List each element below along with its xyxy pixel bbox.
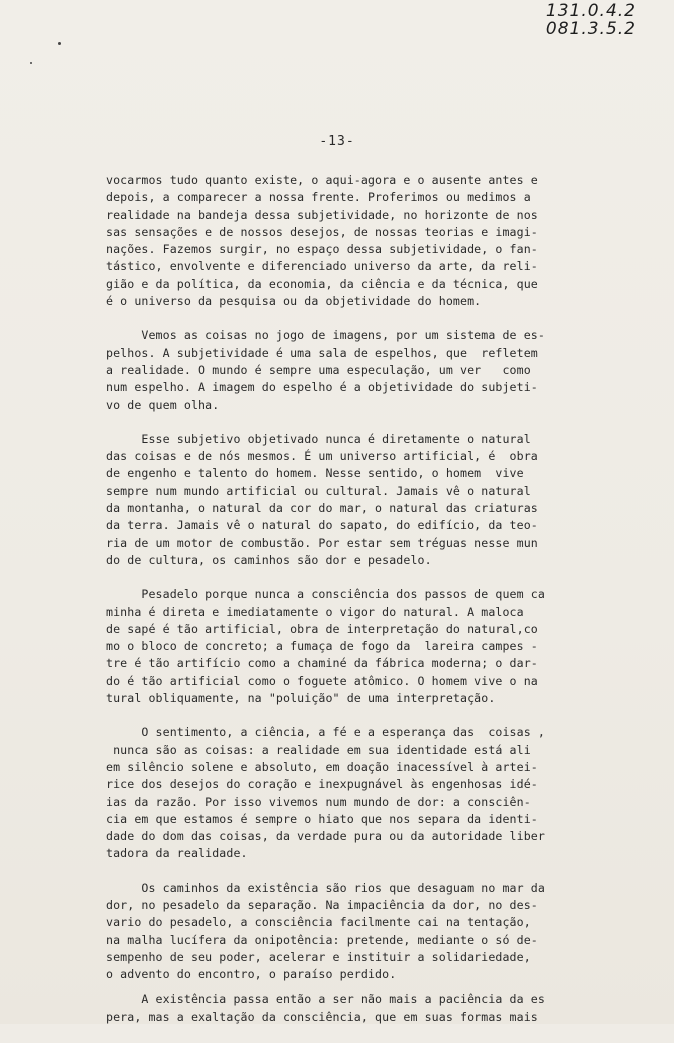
text-line: sempre num mundo artificial ou cultural. Jamais vê o natural bbox=[106, 483, 531, 498]
text-line: tástico, envolvente e diferenciado universo da arte, da reli- bbox=[106, 259, 538, 274]
text-line: da montanha, o natural da cor do mar, o natural das criaturas bbox=[106, 501, 538, 516]
text-line: gião e da política, da economia, da ciência e da técnica, que bbox=[106, 276, 538, 291]
text-line: dor, no pesadelo da separação. Na impaciência da dor, no des- bbox=[106, 897, 538, 912]
text-line: Pesadelo porque nunca a consciência dos passos de quem ca bbox=[106, 587, 545, 602]
archive-codes bbox=[546, 2, 636, 38]
paragraph bbox=[106, 431, 596, 569]
paragraph bbox=[106, 327, 596, 413]
text-line: O sentimento, a ciência, a fé e a esperança das coisas , bbox=[106, 725, 545, 740]
text-line: de engenho e talento do homem. Nesse sentido, o homem vive bbox=[106, 466, 524, 481]
text-line: em silêncio solene e absoluto, em doação inacessível à artei- bbox=[106, 759, 538, 774]
text-line: cia em que estamos é sempre o hiato que nos separa da identi- bbox=[106, 811, 538, 826]
text-line: vo de quem olha. bbox=[106, 397, 220, 412]
text-line: minha é direta e imediatamente o vigor do natural. A maloca bbox=[106, 604, 524, 619]
text-line: num espelho. A imagem do espelho é a objetividade do subjeti- bbox=[106, 380, 538, 395]
text-line: do de cultura, os caminhos são dor e pesadelo. bbox=[106, 552, 432, 567]
text-line: tadora da realidade. bbox=[106, 846, 248, 861]
text-line: sas sensações e de nossos desejos, de nossas teorias e imagi- bbox=[106, 224, 538, 239]
ink-speck bbox=[58, 42, 61, 45]
text-line: dade do dom das coisas, da verdade pura ou da autoridade liber bbox=[106, 829, 545, 844]
text-line: nações. Fazemos surgir, no espaço dessa subjetividade, o fan- bbox=[106, 242, 538, 257]
text-line: a realidade. O mundo é sempre uma especulação, um ver como bbox=[106, 362, 531, 377]
text-line: Esse subjetivo objetivado nunca é diretamente o natural bbox=[106, 431, 531, 446]
paragraph bbox=[106, 991, 596, 1026]
text-line: das coisas e de nós mesmos. É um universo artificial, é obra bbox=[106, 449, 538, 464]
page-number: -13- bbox=[319, 134, 355, 149]
text-line: Vemos as coisas no jogo de imagens, por um sistema de es- bbox=[106, 328, 545, 343]
paragraph bbox=[106, 724, 596, 862]
paragraph bbox=[106, 172, 596, 310]
text-line: pelhos. A subjetividade é uma sala de espelhos, que refletem bbox=[106, 345, 538, 360]
text-line: realidade na bandeja dessa subjetividade, no horizonte de nos bbox=[106, 207, 538, 222]
text-line: ria de um motor de combustão. Por estar sem tréguas nesse mun bbox=[106, 535, 538, 550]
text-line: rice dos desejos do coração e inexpugnável às engenhosas idé- bbox=[106, 777, 538, 792]
archive-code: 081.3.5.2 bbox=[545, 19, 636, 39]
text-line: nunca são as coisas: a realidade em sua identidade está ali bbox=[106, 742, 531, 757]
text-line: é o universo da pesquisa ou da objetividade do homem. bbox=[106, 294, 482, 309]
text-line: da terra. Jamais vê o natural do sapato, do edifício, da teo- bbox=[106, 518, 538, 533]
text-line: o advento do encontro, o paraíso perdido. bbox=[106, 967, 397, 982]
text-line: Os caminhos da existência são rios que desaguam no mar da bbox=[106, 880, 545, 895]
text-line: sempenho de seu poder, acelerar e instituir a solidariedade, bbox=[106, 949, 531, 964]
text-line: depois, a comparecer a nossa frente. Proferimos ou medimos a bbox=[106, 190, 531, 205]
text-line: vario do pesadelo, a consciência facilmente cai na tentação, bbox=[106, 915, 531, 930]
archive-code: 131.0.4.2 bbox=[545, 1, 636, 21]
text-line: de sapé é tão artificial, obra de interpretação do natural,co bbox=[106, 621, 538, 636]
text-line: mo o bloco de concreto; a fumaça de fogo da lareira campes - bbox=[106, 639, 538, 654]
text-line: pera, mas a exaltação da consciência, que em suas formas mais bbox=[106, 1009, 538, 1024]
text-line: A existência passa então a ser não mais a paciência da es bbox=[106, 992, 545, 1007]
text-line: do é tão artificial como o foguete atômico. O homem vive o na bbox=[106, 673, 538, 688]
paragraph bbox=[106, 586, 596, 707]
body-text bbox=[106, 172, 596, 1043]
paragraph bbox=[106, 880, 596, 984]
text-line: tural obliquamente, na "poluição" de uma interpretação. bbox=[106, 691, 496, 706]
text-line: vocarmos tudo quanto existe, o aqui-agora e o ausente antes e bbox=[106, 173, 538, 187]
ink-speck bbox=[30, 62, 32, 64]
text-line: ias da razão. Por isso vivemos num mundo de dor: a consciên- bbox=[106, 794, 531, 809]
text-line: na malha lucífera da onipotência: pretende, mediante o só de- bbox=[106, 932, 538, 947]
text-line: tre é tão artifício como a chaminé da fábrica moderna; o dar- bbox=[106, 656, 538, 671]
